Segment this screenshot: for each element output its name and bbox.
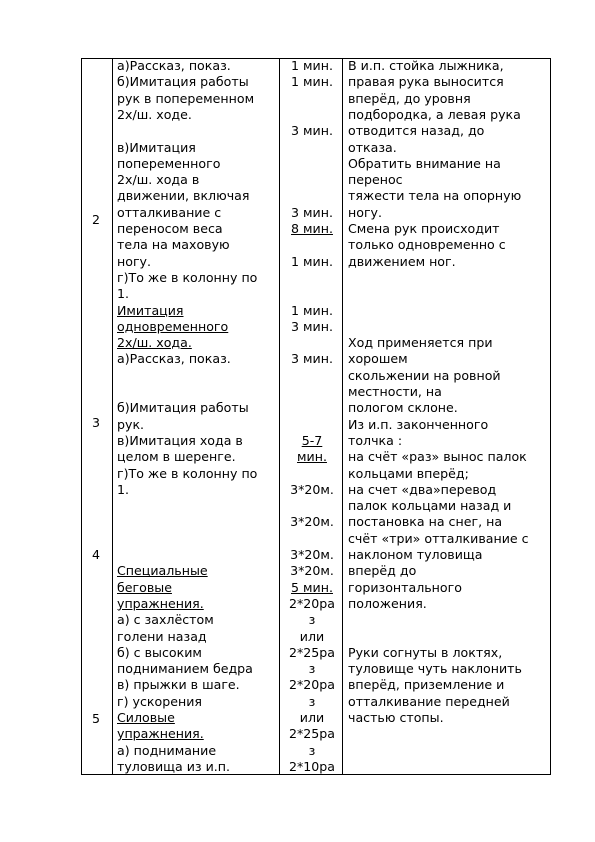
method-note-line: Ход применяется при <box>348 335 493 351</box>
dosage-line: 3*20м. <box>290 563 334 579</box>
row-number: 5 <box>91 711 100 726</box>
method-note-line: правая рука выносится <box>348 74 504 90</box>
table-right-border <box>550 58 551 775</box>
exercise-line: а) поднимание <box>117 742 217 758</box>
dosage-line: 2*20ра <box>288 677 336 693</box>
method-note-line: отказа. <box>348 139 397 155</box>
method-note-line: перенос <box>348 172 403 188</box>
method-note-line: скольжении на ровной <box>348 367 501 383</box>
method-note-line: туловище чуть наклонить <box>348 661 522 677</box>
exercise-line: рук. <box>117 416 145 432</box>
method-note-line: палок кольцами назад и <box>348 498 512 514</box>
exercise-line: в)Имитация <box>117 139 196 155</box>
exercise-line: в) прыжки в шаге. <box>117 677 240 693</box>
dosage-line: 2*10ра <box>288 758 336 774</box>
column-divider-1 <box>112 58 113 775</box>
exercise-line: б)Имитация работы <box>117 74 249 90</box>
dosage-line: з <box>308 661 316 677</box>
dosage-line: з <box>308 612 316 628</box>
dosage-line: 2*20ра <box>288 595 336 611</box>
exercise-line: ногу. <box>117 253 152 269</box>
method-note-line: на счет «два»перевод <box>348 481 497 497</box>
dosage-line: 1 мин. <box>291 302 333 318</box>
method-note-line: хорошем <box>348 351 408 367</box>
exercise-line: а)Рассказ, показ. <box>117 351 231 367</box>
method-note-line: на счёт «раз» вынос палок <box>348 449 527 465</box>
dosage-line: мин. <box>297 449 327 465</box>
method-note-line: постановка на снег, на <box>348 514 503 530</box>
exercise-line: Силовые <box>117 710 175 725</box>
method-note-line: ногу. <box>348 204 383 220</box>
dosage-line: 3 мин. <box>291 351 333 367</box>
method-note-line: горизонтального <box>348 579 462 595</box>
exercise-line: Специальные <box>117 563 208 579</box>
dosage-line: 1 мин. <box>291 253 333 269</box>
exercise-line: б)Имитация работы <box>117 400 249 416</box>
exercise-line: 1. <box>117 481 130 497</box>
method-note-line: положения. <box>348 595 427 611</box>
method-note-line: Руки согнуты в локтях, <box>348 644 503 660</box>
method-note-line: пологом склоне. <box>348 400 458 416</box>
method-note-line: местности, на <box>348 384 442 399</box>
exercise-line: г)То же в колонну по <box>117 269 258 285</box>
exercise-line: 2х/ш. хода в <box>117 172 200 188</box>
dosage-line: 2*25ра <box>288 726 336 742</box>
dosage-line: з <box>308 693 316 709</box>
exercise-line: туловища из и.п. <box>117 758 231 774</box>
method-note-line: частью стопы. <box>348 710 444 725</box>
dosage-line: 3 мин. <box>291 204 333 220</box>
dosage-line: или <box>299 710 325 725</box>
exercise-line: рук в попеременном <box>117 90 255 106</box>
column-divider-2 <box>279 58 280 775</box>
row-number: 3 <box>91 415 100 430</box>
method-note-line: движением ног. <box>348 253 456 269</box>
exercise-line: 2х/ш. хода. <box>117 335 192 351</box>
exercise-line: а)Рассказ, показ. <box>117 58 231 73</box>
row-number: 2 <box>91 212 100 227</box>
exercise-line: переносом веса <box>117 221 223 236</box>
dosage-line: или <box>299 628 325 644</box>
dosage-line: 8 мин. <box>291 221 333 236</box>
exercise-line: г)То же в колонну по <box>117 465 258 481</box>
dosage-line: 3*20м. <box>290 481 334 497</box>
exercise-line: подниманием бедра <box>117 661 253 677</box>
dosage-line: 2*25ра <box>288 644 336 660</box>
method-note-line: наклоном туловища <box>348 547 483 562</box>
row-number: 4 <box>91 547 100 562</box>
dosage-line: 1 мин. <box>291 74 333 90</box>
exercise-line: упражнения. <box>117 726 204 742</box>
exercise-line: в)Имитация хода в <box>117 432 243 448</box>
exercise-line: Имитация <box>117 302 184 318</box>
method-note-line: подбородка, а левая рука <box>348 106 521 122</box>
method-note-line: вперёд, приземление и <box>348 677 505 693</box>
exercise-line: движении, включая <box>117 188 250 204</box>
exercise-line: 1. <box>117 286 130 302</box>
exercise-line: г) ускорения <box>117 693 202 709</box>
method-note-line: вперёд до <box>348 563 417 579</box>
exercise-line: тела на маховую <box>117 237 230 253</box>
dosage-line: 3*20м. <box>290 547 334 562</box>
dosage-line: 1 мин. <box>291 58 333 73</box>
method-note-line: счёт «три» отталкивание с <box>348 530 529 546</box>
exercise-line: попеременного <box>117 155 221 171</box>
dosage-line: 5-7 <box>301 432 323 448</box>
exercise-line: а) с захлёстом <box>117 612 214 628</box>
method-note-line: только одновременно с <box>348 237 506 253</box>
dosage-line: 3 мин. <box>291 123 333 139</box>
exercise-line: отталкивание с <box>117 204 222 220</box>
exercise-line: одновременного <box>117 318 229 334</box>
method-note-line: В и.п. стойка лыжника, <box>348 58 504 73</box>
exercise-line: 2х/ш. ходе. <box>117 106 192 122</box>
exercise-line: беговые <box>117 579 172 595</box>
dosage-line: з <box>308 742 316 758</box>
method-note-line: толчка : <box>348 432 403 448</box>
method-note-line: Обратить внимание на <box>348 155 501 171</box>
exercise-line: целом в шеренге. <box>117 449 236 465</box>
exercise-line: голени назад <box>117 628 207 644</box>
exercise-line: упражнения. <box>117 595 204 611</box>
method-note-line: кольцами вперёд; <box>348 465 469 481</box>
dosage-line: 3*20м. <box>290 514 334 530</box>
method-note-line: вперёд, до уровня <box>348 90 471 106</box>
column-divider-3 <box>342 58 343 775</box>
method-note-line: отталкивание передней <box>348 693 510 709</box>
method-note-line: тяжести тела на опорную <box>348 188 522 204</box>
method-note-line: Смена рук происходит <box>348 221 500 236</box>
method-note-line: отводится назад, до <box>348 123 485 139</box>
dosage-line: 3 мин. <box>291 318 333 334</box>
dosage-line: 5 мин. <box>291 579 333 595</box>
method-note-line: Из и.п. законченного <box>348 416 489 432</box>
exercise-line: б) с высоким <box>117 644 202 660</box>
